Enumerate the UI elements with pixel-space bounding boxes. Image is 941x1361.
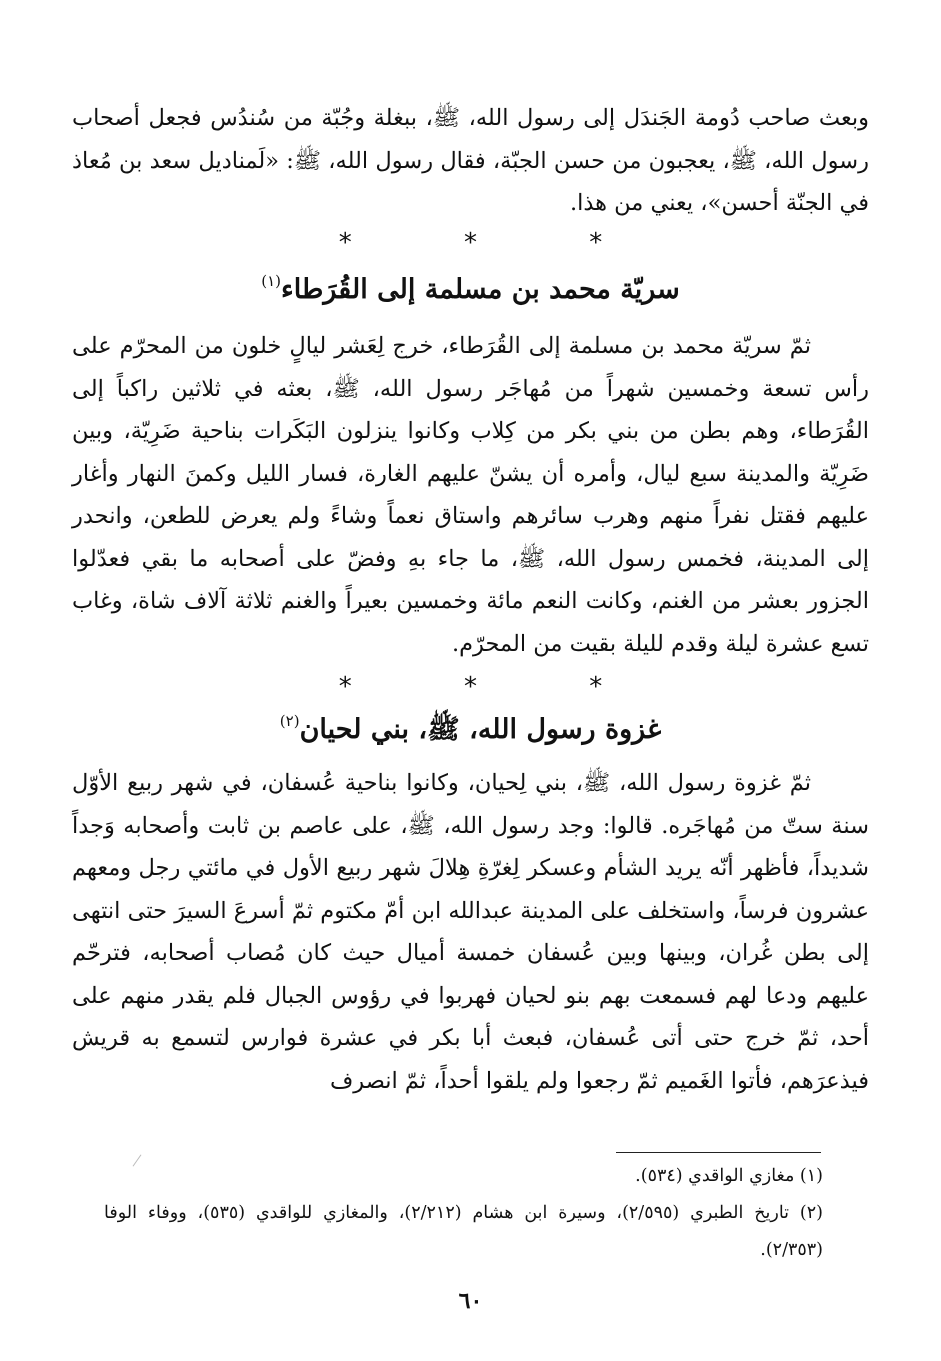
section2-footnote-ref: (٢): [279, 712, 300, 730]
section2-heading: [0, 712, 941, 752]
intro-paragraph: وبعث صاحب دُومة الجَندَل إلى رسول الله، ﷺ، ببغلة وجُبّة من سُندُس فجعل أصحاب رسول الله، ﷺ، يعجبون من حسن الجبّة، فقال رسول الله، ﷺ: «لَمناديل سعد بن مُعاذ في الجنّة أحسن»، يعني من هذا.: [72, 105, 869, 216]
section1-footnote-ref: (١): [261, 272, 281, 290]
section1-body: [72, 325, 869, 665]
section-separator-1: * * *: [338, 228, 655, 258]
section2-paragraph: ثمّ غزوة رسول الله، ﷺ، بني لِحيان، وكانوا بناحية عُسفان، في شهر ربيع الأوّل سنة ستّ من مُهاجَره. قالوا: وجد رسول الله، ﷺ، على عاصم بن ثابت وأصحابه وَجداً شديداً، فأظهر أنّه يريد الشأم وعسكر لِغرّةِ هِلالَ شهر ربيع الأول في مائتي رجل ومعهم عشرون فرساً، واستخلف على المدينة عبدالله ابن أمّ مكتوم ثمّ أسرعَ السيرَ حتى انتهى إلى بطن غُران، وبينها وبين عُسفان خمسة أميال حيث كان مُصاب أصحابه، فترحّم عليهم ودعا لهم فسمعت بهم بنو لحيان فهربوا في رؤوس الجبال فلم يقدر منهم على أحد، ثمّ خرج حتى أتى عُسفان، فبعث أبا بكر في عشرة فوارس لتسمع به قريش فيذعرَهم، فأتوا الغَميم ثمّ رجعوا ولم يلقوا أحداً، ثمّ انصرف: [72, 770, 869, 1094]
footnotes: [104, 1158, 823, 1269]
section-separator-2: * * *: [338, 672, 655, 702]
section1-heading: [0, 272, 941, 305]
section2-title: غزوة رسول الله، ﷺ، بني لحيان: [299, 714, 662, 745]
section1-paragraph: ثمّ سريّة محمد بن مسلمة إلى القُرَطاء، خرج لِعَشر ليالٍ خلون من المحرّم على رأس تسعة وخمسين شهراً من مُهاجَر رسول الله، ﷺ، بعثه في ثلاثين راكباً إلى القُرَطاء، وهم بطن من بني بكر من كِلاب وكانوا ينزلون البَكَرات بناحية ضَرِيّة، وبين ضَرِيّة والمدينة سبع ليال، وأمره أن يشنّ عليهم الغارة، فسار الليل وكمنَ النهار وأغار عليهم فقتل نفراً منهم وهرب سائرهم واستاق نعماً وشاءً ولم يعرض للطعن، وانحدر إلى المدينة، فخمس رسول الله، ﷺ، ما جاء بهِ وفضّ على أصحابه ما بقي فعدّلوا الجزور بعشر من الغنم، وكانت النعم مائة وخمسين بعيراً والغنم ثلاثة آلاف شاة، وغاب تسع عشرة ليلة وقدم لليلة بقيت من المحرّم.: [72, 333, 869, 657]
page-number: ٦٠: [458, 1288, 483, 1314]
footnote-divider: [616, 1152, 821, 1153]
section1-title: سريّة محمد بن مسلمة إلى القُرَطاء: [281, 274, 680, 305]
footnote-2: (٢) تاريخ الطبري (٢/٥٩٥)، وسيرة ابن هشام (٢/٢١٢)، والمغازي للواقدي (٥٣٥)، ووفاء الوفا (٢/٣٥٣).: [104, 1203, 823, 1260]
intro-paragraph-block: [72, 97, 869, 225]
footnote-1: (١) مغازي الواقدي (٥٣٤).: [635, 1166, 823, 1186]
section2-body: [72, 762, 869, 1102]
